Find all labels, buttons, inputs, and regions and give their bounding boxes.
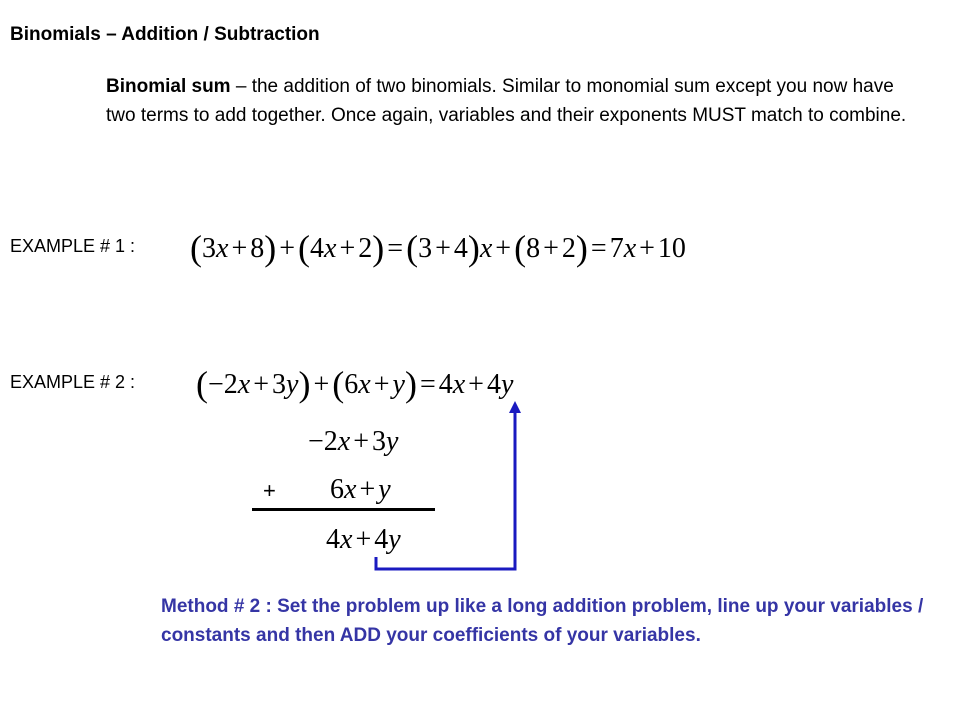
stack-row-2: 6x + y [330, 474, 391, 505]
intro-definition: – the addition of two binomials. Similar to monomial sum except you now have two terms to add together. Once again, variables and their exponents MUST match to combine. [106, 76, 907, 126]
method-2-text: Method # 2 : Set the problem up like a long addition problem, line up your variables / constants and then ADD your coefficients of your variables. [161, 596, 924, 646]
intro-term: Binomial sum [106, 76, 231, 97]
arrow-head-icon [509, 401, 521, 413]
example-1-label: EXAMPLE # 1 : [10, 236, 136, 256]
example-2-label: EXAMPLE # 2 : [10, 372, 136, 392]
stack-result: 4x + 4y [326, 524, 401, 555]
example-2-equation: (−2x + 3y) +(6x + y) = 4x + 4y [196, 364, 514, 404]
page-title: Binomials – Addition / Subtraction [10, 24, 320, 45]
stack-row-1: −2x + 3y [308, 426, 399, 457]
stack-plus-sign: + [263, 478, 276, 503]
connector-line [376, 410, 515, 569]
example-1-equation: (3x + 8) +(4x + 2) =(3 + 4)x +(8 + 2) = 7x + 10 [190, 228, 686, 268]
